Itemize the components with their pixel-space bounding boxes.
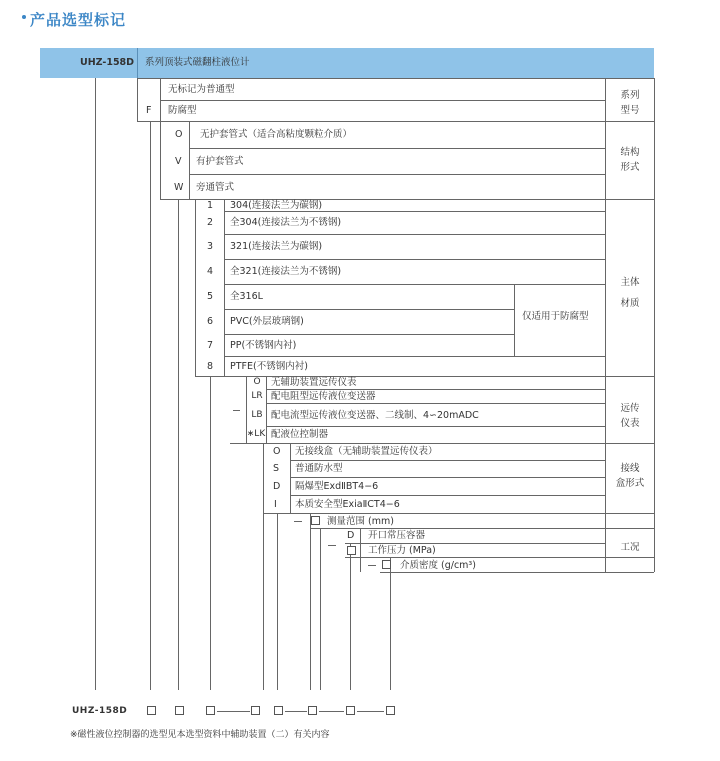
remote-select-box	[251, 706, 260, 715]
header-description: 系列顶装式磁翻柱液位计	[145, 57, 250, 68]
material-row-label: 304(连接法兰为碳钢)	[230, 200, 323, 211]
material-row-label: PP(不锈钢内衬)	[230, 340, 297, 351]
remote-row-label: 配电流型远传液位变送器、二线制、4∽20mADC	[271, 410, 479, 421]
pressure-label: 工作压力 (MPa)	[368, 545, 436, 556]
series-row-label: 防腐型	[168, 105, 197, 116]
material-row-code: 3	[207, 241, 214, 252]
structure-row-code: O	[175, 129, 183, 140]
junction-row-code: S	[273, 463, 280, 474]
header-model: UHZ-158D	[80, 57, 135, 68]
material-row-code: 1	[207, 200, 214, 211]
range-select-box	[308, 706, 317, 715]
material-row-label: PVC(外层玻璃钢)	[230, 316, 304, 327]
density-label: 介质密度 (g/cm³)	[400, 560, 476, 571]
junction-row-label: 隔爆型ExdⅡBT4−6	[295, 481, 379, 492]
section-title: 产品选型标记	[30, 11, 127, 29]
pressure-box	[347, 546, 356, 555]
series-row-code: F	[146, 105, 152, 116]
pressure-select-box	[346, 706, 355, 715]
remote-row-label: 配液位控制器	[271, 429, 329, 440]
remote-row-code: ∗LK	[246, 429, 266, 439]
junction-row-label: 本质安全型ExiaⅡCT4−6	[295, 499, 400, 510]
junction-row-label: 普通防水型	[295, 463, 343, 474]
structure-row-code: V	[175, 156, 182, 167]
category-material: 主体 材质	[620, 277, 640, 309]
material-row-label: 321(连接法兰为碳钢)	[230, 241, 323, 252]
category-conditions: 工况	[620, 542, 640, 553]
density-select-box	[386, 706, 395, 715]
material-row-code: 2	[207, 217, 214, 228]
material-row-code: 6	[207, 316, 214, 327]
category-structure: 结构 形式	[620, 147, 640, 174]
junction-select-box	[274, 706, 283, 715]
material-row-label: 全304(连接法兰为不锈钢)	[230, 217, 342, 228]
material-row-label: 全321(连接法兰为不锈钢)	[230, 266, 342, 277]
measure-range-label: 测量范围 (mm)	[327, 516, 394, 527]
category-series: 系列 型号	[620, 90, 640, 117]
structure-row-code: W	[174, 182, 184, 193]
density-box	[382, 560, 391, 569]
category-junction: 接线 盒形式	[615, 463, 645, 490]
structure-select-box	[175, 706, 184, 715]
remote-row-code: O	[253, 377, 261, 387]
structure-row-label: 有护套管式	[196, 156, 244, 167]
remote-row-code: LR	[251, 391, 263, 401]
material-row-code: 7	[207, 340, 214, 351]
junction-row-code: O	[273, 446, 281, 457]
measure-range-box	[311, 516, 320, 525]
material-row-label: PTFE(不锈钢内衬)	[230, 361, 308, 372]
footnote: ※磁性液位控制器的选型见本选型资料中辅助装置（二）有关内容	[70, 730, 330, 740]
material-row-label: 全316L	[230, 291, 263, 302]
remote-row-label: 无辅助装置远传仪表	[271, 377, 357, 388]
junction-row-label: 无接线盒（无辅助装置远传仪表）	[295, 446, 438, 457]
series-row-label: 无标记为普通型	[168, 84, 235, 95]
remote-row-code: LB	[251, 410, 263, 420]
open-vessel-label: 开口常压容器	[368, 530, 426, 541]
title-bullet-icon	[22, 15, 26, 19]
model-string-label: UHZ-158D	[72, 706, 128, 716]
material-select-box	[206, 706, 215, 715]
material-note: 仅适用于防腐型	[522, 311, 589, 322]
material-row-code: 4	[207, 266, 214, 277]
series-select-box	[147, 706, 156, 715]
material-row-code: 8	[207, 361, 214, 372]
remote-row-label: 配电阻型远传液位变送器	[271, 391, 376, 402]
junction-row-code: D	[273, 481, 281, 492]
category-remote: 远传 仪表	[620, 403, 640, 430]
structure-row-label: 旁通管式	[196, 182, 235, 193]
open-vessel-code: D	[347, 530, 355, 541]
structure-row-label: 无护套管式（适合高粘度颗粒介质）	[200, 129, 353, 140]
junction-row-code: I	[274, 499, 277, 510]
material-row-code: 5	[207, 291, 214, 302]
